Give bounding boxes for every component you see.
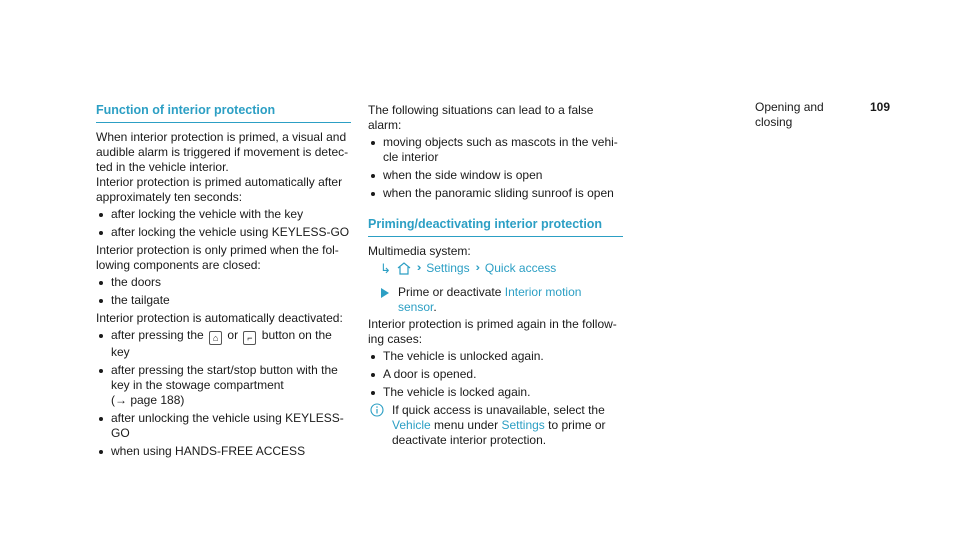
menu-path: [380, 261, 623, 276]
deact-start-stop: after pressing the start/stop button with the key in the stowage compartment: [111, 363, 338, 392]
step-period: .: [433, 300, 437, 314]
page-number: 109: [869, 100, 890, 114]
section-heading-function: Function of interior protection: [96, 103, 351, 123]
false-alarm-list: [368, 135, 623, 201]
reprimed-paragraph: Interior protection is primed again in the follow- ing cases:: [368, 317, 617, 346]
list-item: after locking the vehicle with the key: [96, 207, 351, 222]
double-chevron-icon: ››: [475, 262, 477, 274]
deact-text-before: after pressing the: [111, 328, 204, 342]
only-primed-paragraph: Interior protection is only primed when the fol- lowing components are closed:: [96, 243, 339, 272]
note-settings: Settings: [501, 418, 545, 432]
path-settings: Settings: [426, 261, 470, 275]
section-heading-priming: Priming/deactivating interior protection: [368, 217, 623, 237]
deact-text-or: or: [227, 328, 239, 342]
list-item: when the panoramic sliding sunroof is open: [368, 186, 623, 201]
list-item: moving objects such as mascots in the vehi- cle interior: [368, 135, 623, 165]
home-icon: [397, 262, 411, 275]
section-title: Opening and closing: [755, 100, 824, 129]
action-step: [380, 285, 623, 315]
list-item: the doors: [96, 275, 351, 290]
list-item: when using HANDS-FREE ACCESS: [96, 444, 351, 459]
page-reference: (→ page 188): [111, 393, 185, 407]
system-label: Multimedia system:: [368, 244, 471, 258]
list-item: after unlocking the vehicle using KEYLESS- GO: [96, 411, 351, 441]
components-list: [96, 275, 351, 308]
unlock-key-icon: ⌐: [243, 331, 256, 345]
intro-paragraph: When interior protection is primed, a visual and audible alarm is triggered if movement is detec- ted in the vehicle interior.: [96, 130, 349, 174]
list-item: [96, 363, 351, 408]
note-vehicle-menu: Vehicle: [392, 418, 431, 432]
return-arrow-icon: ↳: [380, 261, 391, 276]
list-item: [96, 328, 351, 360]
deactivation-list: [96, 328, 351, 459]
note-text: [392, 403, 623, 448]
left-column: [96, 103, 351, 462]
list-item: after locking the vehicle using KEYLESS-GO: [96, 225, 351, 240]
play-icon: [380, 285, 390, 299]
deact-text-after: button on the key: [111, 328, 332, 359]
note-before: If quick access is unavailable, select the: [392, 403, 605, 417]
list-item: the tailgate: [96, 293, 351, 308]
page-header: [755, 100, 890, 130]
note-after: to prime or deactivate interior protection.: [392, 418, 606, 447]
interior-motion-sensor-label: Interior motion sensor: [398, 285, 582, 314]
info-note: [370, 403, 623, 448]
list-item: The vehicle is unlocked again.: [368, 349, 623, 364]
note-mid: menu under: [434, 418, 499, 432]
deactivated-paragraph: Interior protection is automatically deactivated:: [96, 311, 343, 325]
step-text: [398, 285, 623, 315]
right-column: [368, 103, 623, 448]
list-item: A door is opened.: [368, 367, 623, 382]
lock-key-icon: ⌂: [209, 331, 222, 345]
auto-prime-list: [96, 207, 351, 240]
info-icon: [370, 403, 384, 448]
false-alarm-paragraph: The following situations can lead to a false alarm:: [368, 103, 594, 132]
list-item: The vehicle is locked again.: [368, 385, 623, 400]
list-item: when the side window is open: [368, 168, 623, 183]
auto-prime-paragraph: Interior protection is primed automatically after approximately ten seconds:: [96, 175, 343, 204]
step-instruction: Prime or deactivate: [398, 285, 502, 299]
double-chevron-icon: ››: [416, 262, 419, 274]
path-quick-access: Quick access: [484, 261, 557, 275]
reprimed-list: [368, 349, 623, 400]
